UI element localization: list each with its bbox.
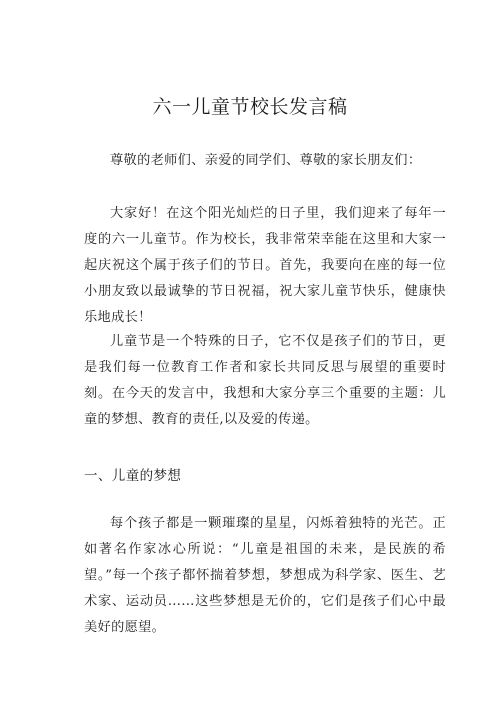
- theme-paragraph: 儿童节是一个特殊的日子，它不仅是孩子们的节日，更是我们每一位教育工作者和家长共同反思与展望的重要时刻。在今天的发言中，我想和大家分享三个重要的主题：儿童的梦想、教育的责任,以及爱的传递。: [84, 334, 446, 427]
- document-title: 六一儿童节校长发言稿: [152, 96, 348, 118]
- dreams-paragraph: 每个孩子都是一颗璀璨的星星，闪烁着独特的光芒。正如著名作家冰心所说：“儿童是祖国的未来，是民族的希望。”每一个孩子都怀揣着梦想，梦想成为科学家、医生、艺术家、运动员……这些梦想是无价的，它们是孩子们心中最美好的愿望。: [84, 516, 446, 635]
- greeting-paragraph: 尊敬的老师们、亲爱的同学们、尊敬的家长朋友们：: [110, 153, 422, 168]
- intro-paragraph: 大家好！在这个阳光灿烂的日子里，我们迎来了每年一度的六一儿童节。作为校长，我非常荣幸能在这里和大家一起庆祝这个属于孩子们的节日。首先，我要向在座的每一位小朋友致以最诚挚的节日祝福，祝大家儿童节快乐，健康快乐地成长！: [84, 206, 446, 325]
- section-heading-dreams: 一、儿童的梦想: [84, 468, 182, 484]
